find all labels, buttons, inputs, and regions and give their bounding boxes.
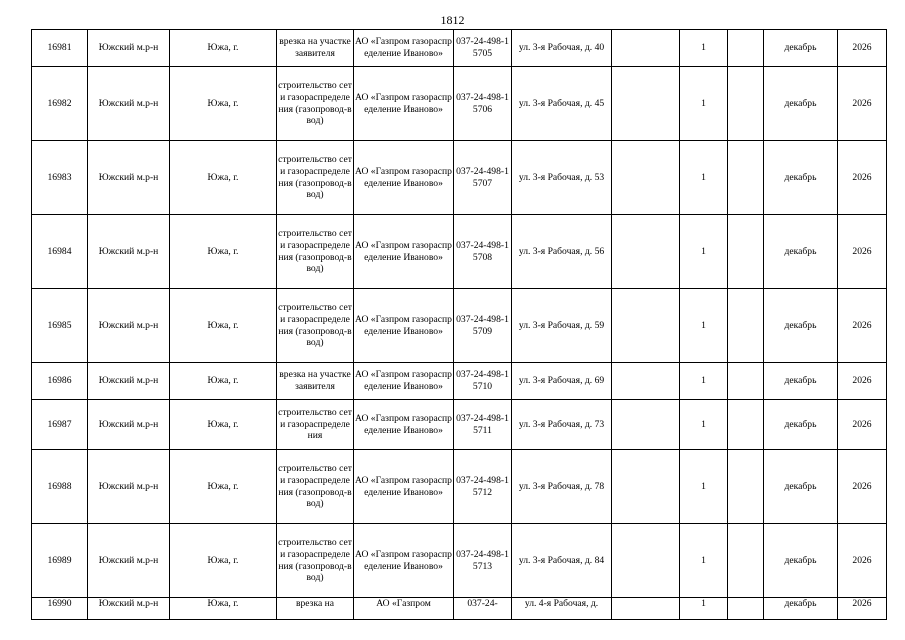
registry-table [31, 29, 887, 620]
district: Южский м.р-н [88, 215, 170, 289]
table-row [32, 215, 887, 289]
work-type: строительство сети газораспределения (газопровод-ввод) [277, 67, 354, 141]
organization: АО «Газпром газораспределение Иваново» [354, 141, 454, 215]
month: декабрь [764, 400, 838, 450]
object-code: 037-24-498-15710 [454, 363, 512, 400]
year: 2026 [838, 141, 887, 215]
year: 2026 [838, 289, 887, 363]
district: Южский м.р-н [88, 598, 170, 620]
object-code: 037-24-498-15709 [454, 289, 512, 363]
table-row [32, 141, 887, 215]
quantity: 1 [680, 450, 728, 524]
locality: Южа, г. [170, 67, 277, 141]
empty-cell [612, 141, 680, 215]
district: Южский м.р-н [88, 289, 170, 363]
organization: АО «Газпром газораспределение Иваново» [354, 289, 454, 363]
quantity: 1 [680, 30, 728, 67]
table-row [32, 524, 887, 598]
address: ул. 3-я Рабочая, д. 78 [512, 450, 612, 524]
empty-cell [612, 67, 680, 141]
empty-cell [612, 215, 680, 289]
locality: Южа, г. [170, 289, 277, 363]
table-row [32, 363, 887, 400]
address: ул. 3-я Рабочая, д. 56 [512, 215, 612, 289]
work-type: строительство сети газораспределения [277, 400, 354, 450]
month: декабрь [764, 524, 838, 598]
month: декабрь [764, 30, 838, 67]
address: ул. 3-я Рабочая, д. 59 [512, 289, 612, 363]
year: 2026 [838, 30, 887, 67]
locality: Южа, г. [170, 450, 277, 524]
district: Южский м.р-н [88, 30, 170, 67]
table-row [32, 289, 887, 363]
year: 2026 [838, 598, 887, 620]
locality: Южа, г. [170, 215, 277, 289]
empty-cell [612, 363, 680, 400]
empty-cell [728, 30, 764, 67]
locality: Южа, г. [170, 524, 277, 598]
row-number: 16989 [32, 524, 88, 598]
object-code: 037-24-498-15712 [454, 450, 512, 524]
organization: АО «Газпром газораспределение Иваново» [354, 30, 454, 67]
empty-cell [612, 30, 680, 67]
address: ул. 3-я Рабочая, д. 40 [512, 30, 612, 67]
address: ул. 4-я Рабочая, д. [512, 598, 612, 620]
work-type: строительство сети газораспределения (газопровод-ввод) [277, 289, 354, 363]
empty-cell [728, 524, 764, 598]
empty-cell [728, 289, 764, 363]
organization: АО «Газпром газораспределение Иваново» [354, 215, 454, 289]
work-type: строительство сети газораспределения (газопровод-ввод) [277, 450, 354, 524]
row-number: 16988 [32, 450, 88, 524]
quantity: 1 [680, 141, 728, 215]
table-row [32, 67, 887, 141]
locality: Южа, г. [170, 400, 277, 450]
object-code: 037-24- [454, 598, 512, 620]
work-type: строительство сети газораспределения (газопровод-ввод) [277, 141, 354, 215]
row-number: 16985 [32, 289, 88, 363]
quantity: 1 [680, 67, 728, 141]
district: Южский м.р-н [88, 400, 170, 450]
row-number: 16983 [32, 141, 88, 215]
month: декабрь [764, 363, 838, 400]
organization: АО «Газпром газораспределение Иваново» [354, 524, 454, 598]
address: ул. 3-я Рабочая, д. 53 [512, 141, 612, 215]
table-row [32, 450, 887, 524]
empty-cell [612, 524, 680, 598]
year: 2026 [838, 215, 887, 289]
organization: АО «Газпром [354, 598, 454, 620]
object-code: 037-24-498-15707 [454, 141, 512, 215]
empty-cell [612, 289, 680, 363]
quantity: 1 [680, 598, 728, 620]
object-code: 037-24-498-15713 [454, 524, 512, 598]
quantity: 1 [680, 524, 728, 598]
district: Южский м.р-н [88, 450, 170, 524]
empty-cell [728, 67, 764, 141]
district: Южский м.р-н [88, 363, 170, 400]
row-number: 16981 [32, 30, 88, 67]
empty-cell [728, 141, 764, 215]
locality: Южа, г. [170, 141, 277, 215]
row-number: 16987 [32, 400, 88, 450]
year: 2026 [838, 524, 887, 598]
object-code: 037-24-498-15708 [454, 215, 512, 289]
address: ул. 3-я Рабочая, д. 73 [512, 400, 612, 450]
empty-cell [728, 363, 764, 400]
locality: Южа, г. [170, 30, 277, 67]
district: Южский м.р-н [88, 67, 170, 141]
work-type: строительство сети газораспределения (газопровод-ввод) [277, 524, 354, 598]
empty-cell [612, 400, 680, 450]
quantity: 1 [680, 215, 728, 289]
locality: Южа, г. [170, 363, 277, 400]
table-row [32, 30, 887, 67]
table-row [32, 400, 887, 450]
object-code: 037-24-498-15711 [454, 400, 512, 450]
month: декабрь [764, 215, 838, 289]
address: ул. 3-я Рабочая, д. 45 [512, 67, 612, 141]
row-number: 16986 [32, 363, 88, 400]
object-code: 037-24-498-15706 [454, 67, 512, 141]
district: Южский м.р-н [88, 141, 170, 215]
quantity: 1 [680, 400, 728, 450]
month: декабрь [764, 450, 838, 524]
organization: АО «Газпром газораспределение Иваново» [354, 400, 454, 450]
address: ул. 3-я Рабочая, д. 84 [512, 524, 612, 598]
object-code: 037-24-498-15705 [454, 30, 512, 67]
month: декабрь [764, 141, 838, 215]
month: декабрь [764, 67, 838, 141]
empty-cell [728, 400, 764, 450]
empty-cell [612, 598, 680, 620]
address: ул. 3-я Рабочая, д. 69 [512, 363, 612, 400]
month: декабрь [764, 598, 838, 620]
work-type: врезка на участке заявителя [277, 30, 354, 67]
year: 2026 [838, 400, 887, 450]
year: 2026 [838, 67, 887, 141]
work-type: врезка на [277, 598, 354, 620]
empty-cell [612, 450, 680, 524]
district: Южский м.р-н [88, 524, 170, 598]
year: 2026 [838, 363, 887, 400]
work-type: врезка на участке заявителя [277, 363, 354, 400]
empty-cell [728, 215, 764, 289]
row-number: 16984 [32, 215, 88, 289]
organization: АО «Газпром газораспределение Иваново» [354, 363, 454, 400]
quantity: 1 [680, 289, 728, 363]
empty-cell [728, 598, 764, 620]
row-number: 16982 [32, 67, 88, 141]
table-row [32, 598, 887, 620]
page-number: 1812 [440, 13, 465, 27]
organization: АО «Газпром газораспределение Иваново» [354, 67, 454, 141]
organization: АО «Газпром газораспределение Иваново» [354, 450, 454, 524]
month: декабрь [764, 289, 838, 363]
row-number: 16990 [32, 598, 88, 620]
locality: Южа, г. [170, 598, 277, 620]
quantity: 1 [680, 363, 728, 400]
year: 2026 [838, 450, 887, 524]
empty-cell [728, 450, 764, 524]
work-type: строительство сети газораспределения (газопровод-ввод) [277, 215, 354, 289]
